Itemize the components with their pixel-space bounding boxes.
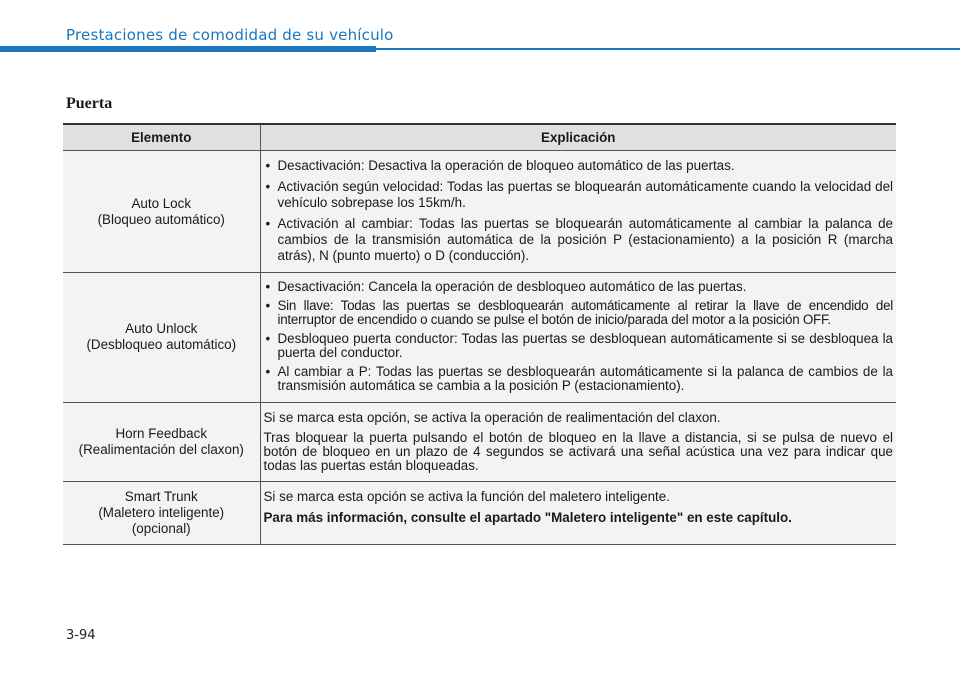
chapter-title: Prestaciones de comodidad de su vehículo xyxy=(66,26,394,44)
element-translation: (Desbloqueo automático) xyxy=(86,337,237,353)
column-header-explanation: Explicación xyxy=(260,124,896,151)
page-number: 3-94 xyxy=(66,628,96,643)
table-row-auto-unlock xyxy=(63,273,896,403)
explanation-cell xyxy=(260,402,896,481)
explanation-cell xyxy=(260,481,896,544)
list-item: • Activación al cambiar: Todas las puertas se bloquearán automáticamente al cambiar la palanca de cambios de la transmisión automática de la posición P (estacionamiento) a la posición R (marcha atrás), N (punto muerto) o D (conducción). xyxy=(264,216,894,264)
element-name: Smart Trunk xyxy=(124,488,198,504)
element-cell xyxy=(63,481,260,544)
paragraph: Si se marca esta opción se activa la función del maletero inteligente. xyxy=(263,488,670,504)
list-item: • Desbloqueo puerta conductor: Todas las puertas se desbloquean automáticamente si se desbloquea la puerta del conductor. xyxy=(264,332,894,361)
list-item: • Activación según velocidad: Todas las puertas se bloquearán automáticamente cuando la velocidad del vehículo sobrepase los 15km/h. xyxy=(264,179,894,211)
explanation-cell xyxy=(260,273,896,403)
settings-table xyxy=(63,123,896,545)
element-name: Auto Unlock xyxy=(125,321,198,337)
list-item: • Al cambiar a P: Todas las puertas se desbloquearán automáticamente si la palanca de cambios de la transmisión automática se cambia a la posición P (estacionamiento). xyxy=(264,365,894,394)
list-item: • Desactivación: Desactiva la operación de bloqueo automático de las puertas. xyxy=(264,158,894,174)
column-header-element: Elemento xyxy=(63,124,260,151)
explanation-cell xyxy=(260,151,896,273)
header-rule xyxy=(376,48,960,50)
list-item: • Desactivación: Cancela la operación de desbloqueo automático de las puertas. xyxy=(264,280,894,295)
table-row-horn-feedback xyxy=(63,402,896,481)
element-cell xyxy=(63,273,260,403)
paragraph-note: Para más información, consulte el apartado "Maletero inteligente" en este capítulo. xyxy=(263,509,792,525)
element-cell xyxy=(63,151,260,273)
table-header-row xyxy=(63,124,896,151)
element-name: Horn Feedback xyxy=(115,425,208,441)
element-cell xyxy=(63,402,260,481)
table-row-auto-lock xyxy=(63,151,896,273)
element-translation: (Realimentación del claxon) xyxy=(78,441,244,457)
table-row-smart-trunk xyxy=(63,481,896,544)
element-translation: (Bloqueo automático) xyxy=(97,211,225,227)
element-translation: (Maletero inteligente) xyxy=(98,504,225,520)
list-item: • Sin llave: Todas las puertas se desbloquearán automáticamente al retirar la llave de encendido del interruptor de encendido o cuando se pulse el botón de inicio/parada del motor a la posición OFF. xyxy=(264,299,894,328)
element-name: Auto Lock xyxy=(131,195,192,211)
paragraph: Si se marca esta opción, se activa la operación de realimentación del claxon. xyxy=(263,409,721,425)
section-title: Puerta xyxy=(66,95,113,112)
element-optional-note: (opcional) xyxy=(131,520,191,536)
paragraph: Tras bloquear la puerta pulsando el botón de bloqueo en la llave a distancia, si se pulsa de nuevo el botón de bloqueo en un plazo de 4 segundos se activará una señal acústica una vez para indicar que todas las puertas están bloqueadas. xyxy=(263,429,893,473)
header-accent-bar xyxy=(0,46,376,52)
